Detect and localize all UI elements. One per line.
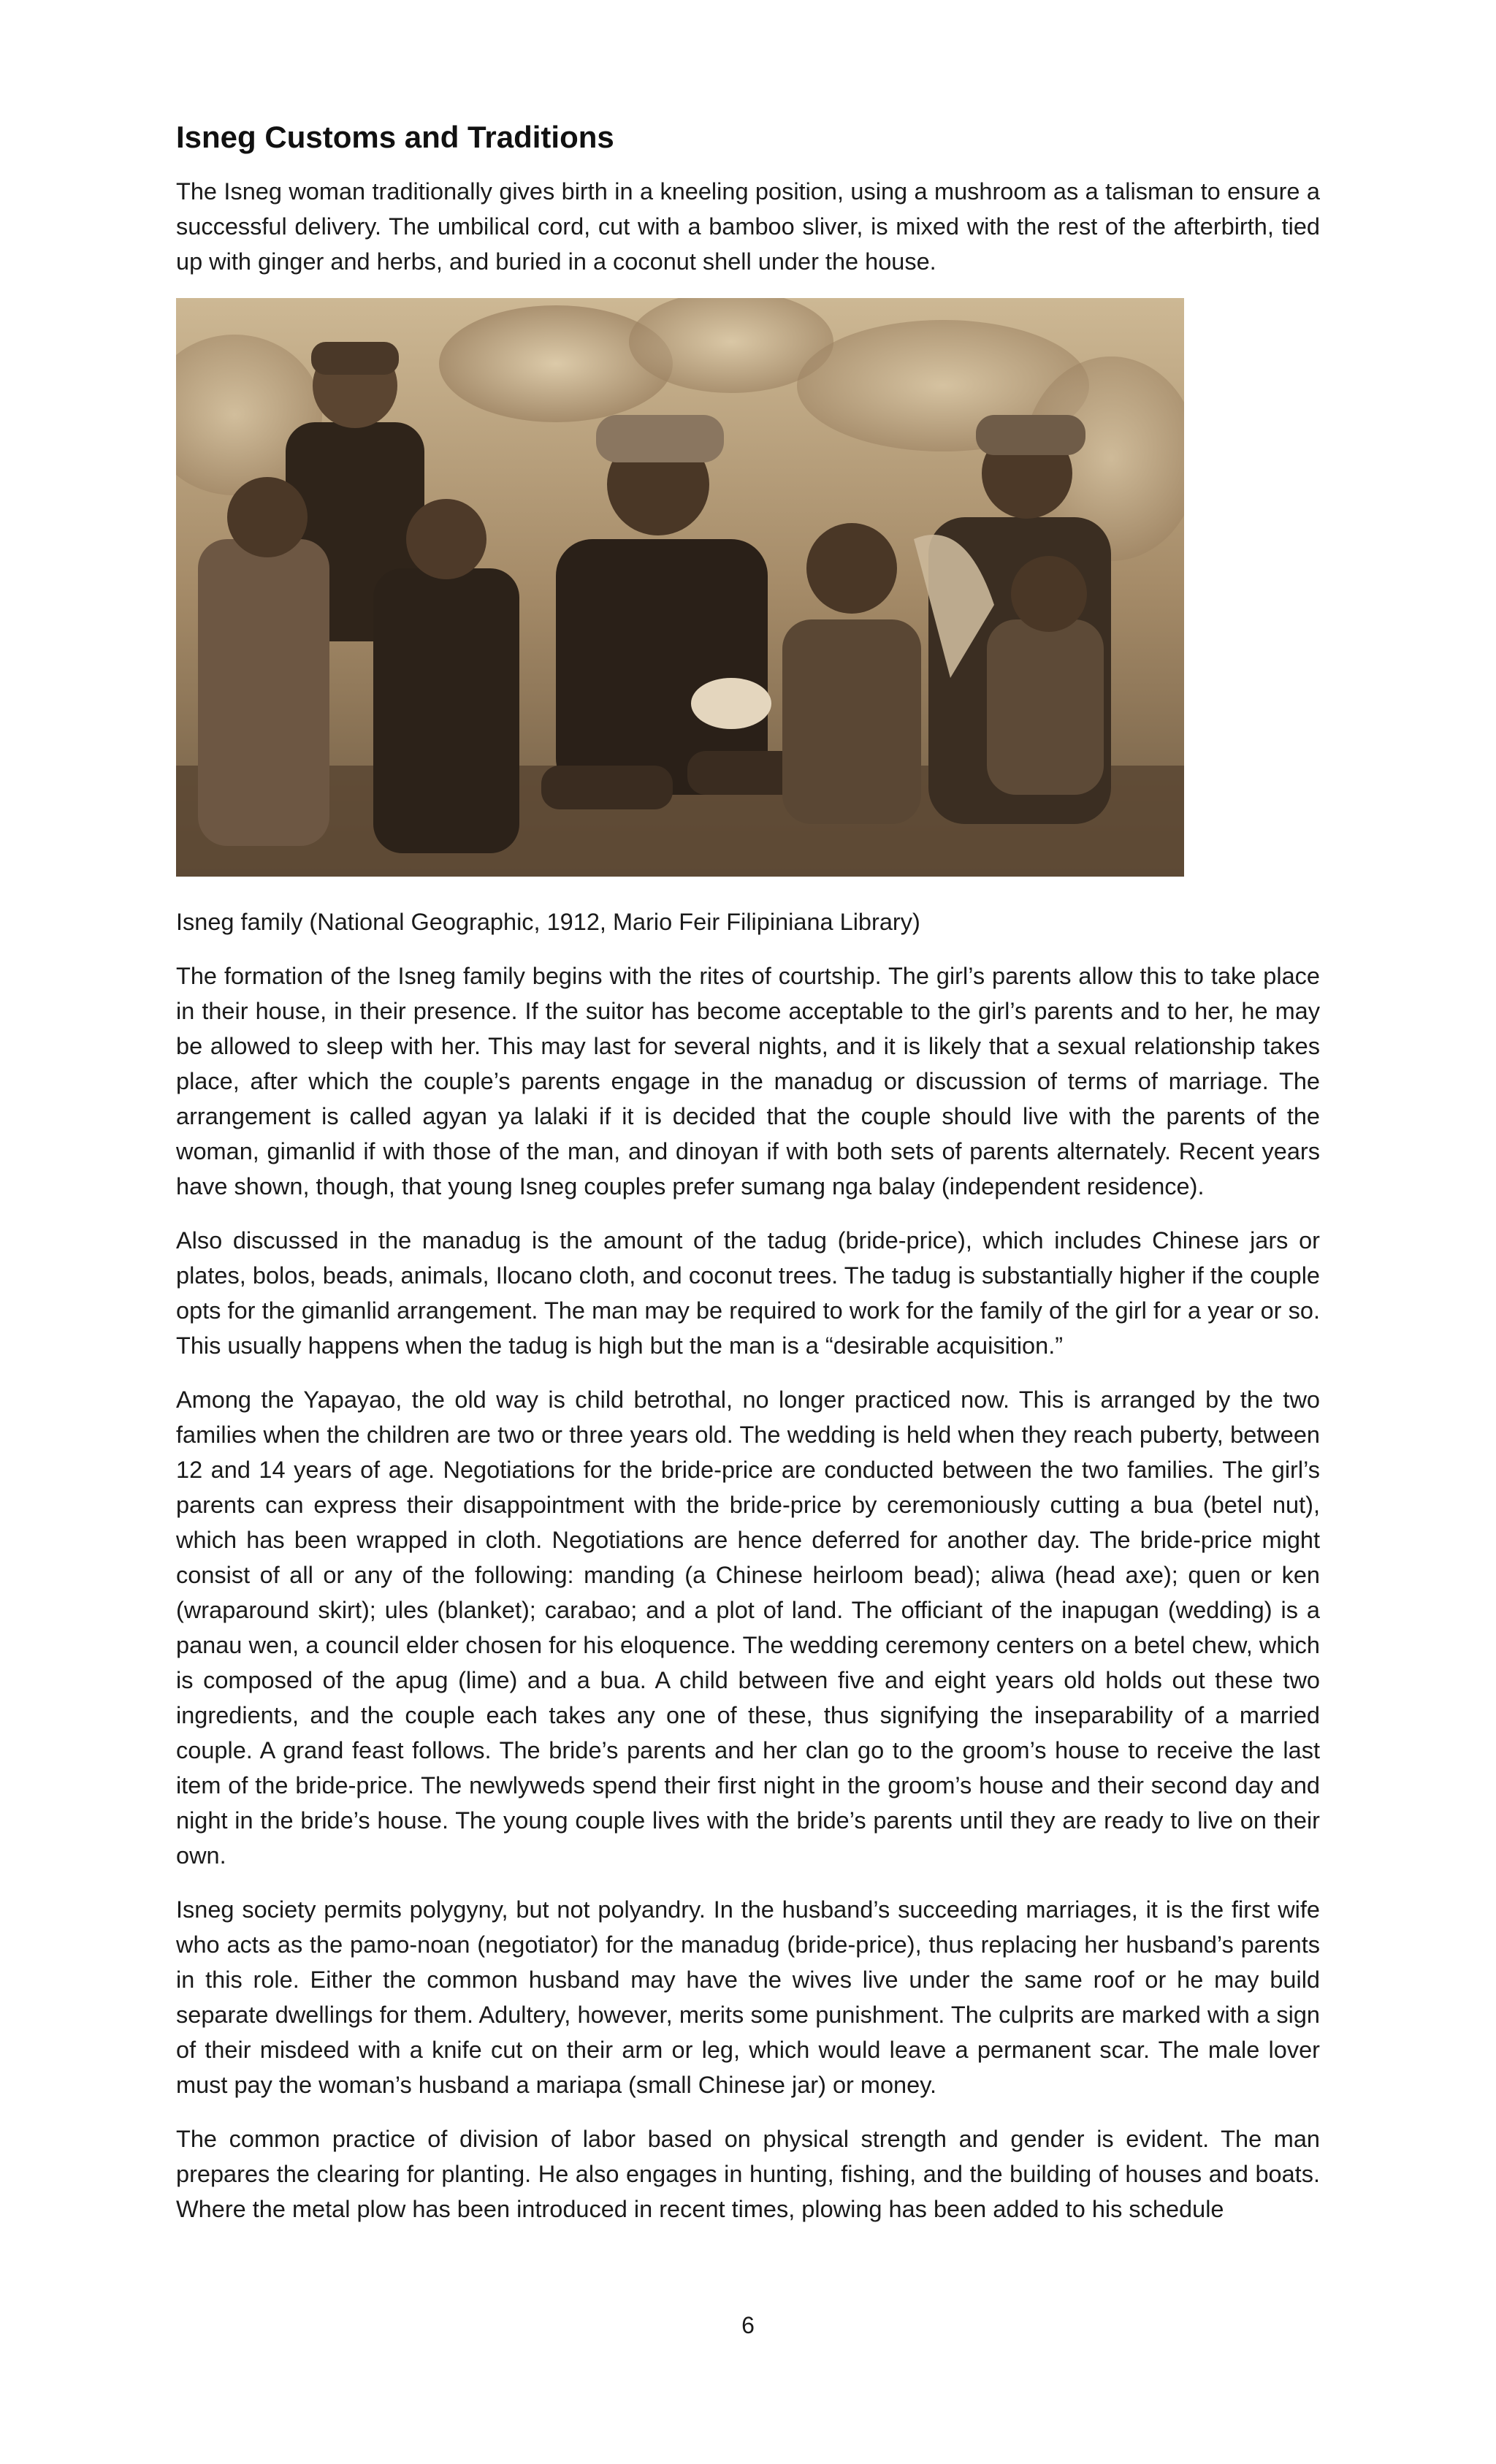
document-page: [176, 117, 1320, 2246]
body-paragraph: Isneg society permits polygyny, but not polyandry. In the husband’s succeeding marriages, it is the first wife who acts as the pamo-noan (negotiator) for the manadug (bride-price), thus replacing her husband’s parents in this role. Either the common husband may have the wives live under the same roof or he may build separate dwellings for them. Adultery, however, merits some punishment. The culprits are marked with a sign of their misdeed with a knife cut on their arm or leg, which would leave a permanent scar. The male lover must pay the woman’s husband a mariapa (small Chinese jar) or money.: [176, 1896, 1320, 2098]
sepia-photograph: [176, 298, 1184, 877]
figure-caption: Isneg family (National Geographic, 1912, Mario Feir Filipiniana Library): [176, 909, 920, 935]
intro-paragraph: The Isneg woman traditionally gives birth in a kneeling position, using a mushroom as a talisman to ensure a successful delivery. The umbilical cord, cut with a bamboo sliver, is mixed with the rest of the afterbirth, tied up with ginger and herbs, and buried in a coconut shell under the house.: [176, 178, 1320, 275]
body-paragraph: The formation of the Isneg family begins with the rites of courtship. The girl’s parents allow this to take place in their house, in their presence. If the suitor has become acceptable to the girl’s parents and to her, he may be allowed to sleep with her. This may last for several nights, and it is likely that a sexual relationship takes place, after which the couple’s parents engage in the manadug or discussion of terms of marriage. The arrangement is called agyan ya lalaki if it is decided that the couple should live with the parents of the woman, gimanlid if with those of the man, and dinoyan if with both sets of parents alternately. Recent years have shown, though, that young Isneg couples prefer sumang nga balay (independent residence).: [176, 963, 1320, 1199]
page-number: 6: [741, 2312, 755, 2338]
body-paragraph: The common practice of division of labor based on physical strength and gender is evident. The man prepares the clearing for planting. He also engages in hunting, fishing, and the building of houses and boats. Where the metal plow has been introduced in recent times, plowing has been added to his schedule: [176, 2126, 1320, 2222]
page-title: Isneg Customs and Traditions: [176, 120, 614, 154]
body-paragraph: Among the Yapayao, the old way is child betrothal, no longer practiced now. This is arranged by the two families when the children are two or three years old. The wedding is held when they reach puberty, between 12 and 14 years of age. Negotiations for the bride-price are conducted between the two families. The girl’s parents can express their disappointment with the bride-price by ceremoniously cutting a bua (betel nut), which has been wrapped in cloth. Negotiations are hence deferred for another day. The bride-price might consist of all or any of the following: manding (a Chinese heirloom bead); aliwa (head axe); quen or ken (wraparound skirt); ules (blanket); carabao; and a plot of land. The officiant of the inapugan (wedding) is a panau wen, a council elder chosen for his eloquence. The wedding ceremony centers on a betel chew, which is composed of the apug (lime) and a bua. A child between five and eight years old holds out these two ingredients, and the couple each takes any one of these, thus signifying the inseparability of a married couple. A grand feast follows. The bride’s parents and her clan go to the groom’s house to receive the last item of the bride-price. The newlyweds spend their first night in the groom’s house and their second day and night in the bride’s house. The young couple lives with the bride’s parents until they are ready to live on their own.: [176, 1387, 1320, 1869]
isneg-family-photo: [176, 298, 1184, 877]
body-paragraph: Also discussed in the manadug is the amount of the tadug (bride-price), which includes Chinese jars or plates, bolos, beads, animals, Ilocano cloth, and coconut trees. The tadug is substantially higher if the couple opts for the gimanlid arrangement. The man may be required to work for the family of the girl for a year or so. This usually happens when the tadug is high but the man is a “desirable acquisition.”: [176, 1227, 1320, 1359]
